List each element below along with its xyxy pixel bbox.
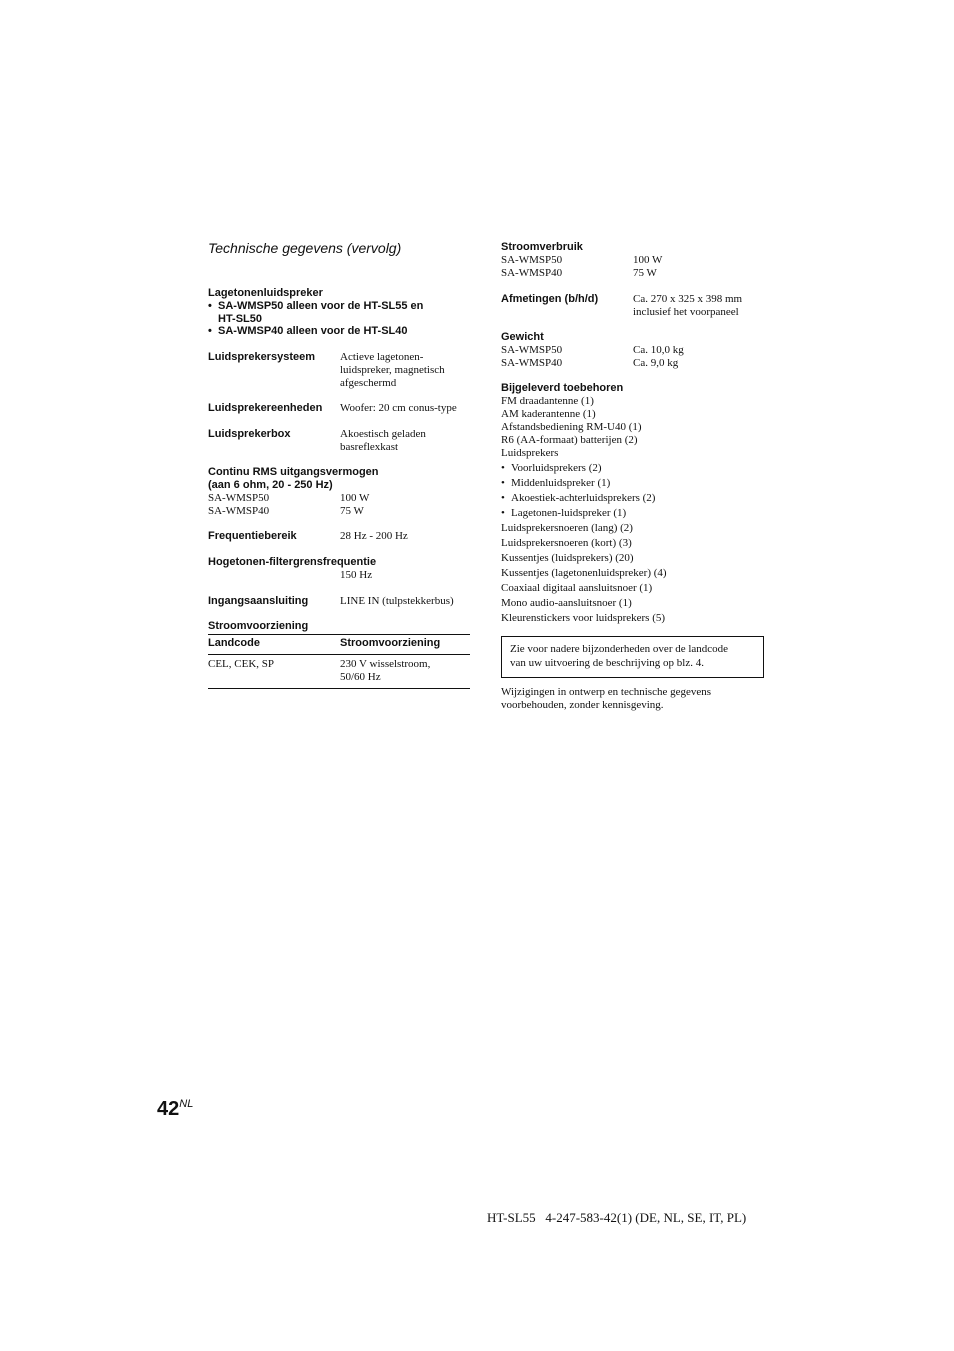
spec-label-power-supply: Stroomvoorziening — [208, 620, 309, 632]
spec-value: Woofer: 20 cm conus-type — [340, 402, 457, 414]
spec-label: Luidsprekersysteem — [208, 351, 315, 363]
table-header-cell: Stroomvoorziening — [340, 635, 470, 655]
spec-row-input — [208, 595, 470, 608]
list-item: Afstandsbediening RM-U40 (1) — [501, 421, 642, 433]
spec-label-weight: Gewicht — [501, 331, 544, 343]
spec-label: Frequentiebereik — [208, 530, 297, 542]
spec-label: Afmetingen (b/h/d) — [501, 293, 599, 305]
list-item: Kleurenstickers voor luidsprekers (5) — [501, 612, 666, 624]
list-item: HT-SL50 — [218, 312, 263, 325]
table-header-cell: Landcode — [208, 635, 340, 655]
spec-value: Akoestisch geladen basreflexkast — [340, 428, 426, 453]
spec-value: Ca. 9,0 kg — [633, 357, 679, 369]
spec-value: 75 W — [633, 267, 657, 279]
list-item: • Lagetonen-luidspreker (1) — [501, 507, 627, 519]
spec-row-speaker-system — [208, 351, 470, 390]
subwoofer-heading: Lagetonenluidspreker — [208, 287, 323, 299]
table-cell: 230 V wisselstroom, 50/60 Hz — [340, 655, 470, 689]
disclaimer: Wijzigingen in ontwerp en technische gegevens voorbehouden, zonder kennisgeving. — [501, 686, 712, 711]
spec-value: 28 Hz - 200 Hz — [340, 530, 408, 542]
note-line: Zie voor nadere bijzonderheden over de landcode — [510, 643, 729, 655]
spec-value: 100 W — [340, 492, 370, 504]
spec-label-consumption: Stroomverbruik — [501, 241, 583, 253]
table-cell: CEL, CEK, SP — [208, 655, 340, 689]
spec-row-enclosure — [208, 428, 470, 454]
list-item: • Voorluidsprekers (2) — [501, 462, 602, 474]
page-lang: NL — [179, 1098, 194, 1110]
spec-value-crossover: 150 Hz — [340, 569, 373, 581]
spec-value: Ca. 10,0 kg — [633, 344, 684, 356]
list-item: AM kaderantenne (1) — [501, 408, 596, 420]
spec-value: Ca. 270 x 325 x 398 mm inclusief het voorpaneel — [633, 293, 743, 318]
list-item: Mono audio-aansluitsnoer (1) — [501, 597, 632, 609]
spec-label-accessories: Bijgeleverd toebehoren — [501, 382, 624, 394]
model-label: SA-WMSP50 — [501, 254, 563, 266]
spec-label: Luidsprekerbox — [208, 428, 291, 440]
accessories-list — [501, 395, 766, 626]
model-bullet-list — [208, 300, 470, 338]
list-item: • Middenluidspreker (1) — [501, 477, 611, 489]
spec-label-crossover: Hogetonen-filtergrensfrequentie — [208, 556, 377, 568]
spec-label: Luidsprekereenheden — [208, 402, 323, 414]
section-title: Technische gegevens (vervolg) — [208, 240, 402, 256]
footer-model-code: HT-SL55 4-247-583-42(1) (DE, NL, SE, IT, PL) — [487, 1210, 747, 1225]
list-item: • SA-WMSP40 alleen voor de HT-SL40 — [208, 325, 408, 337]
spec-row-weight-50 — [501, 344, 766, 357]
spec-label: Ingangsaansluiting — [208, 595, 309, 607]
list-item: FM draadantenne (1) — [501, 395, 594, 407]
model-label: SA-WMSP40 — [208, 505, 270, 517]
model-label: SA-WMSP50 — [208, 492, 270, 504]
list-item: Luidsprekersnoeren (lang) (2) — [501, 522, 633, 534]
model-label: SA-WMSP40 — [501, 267, 563, 279]
list-item: Kussentjes (luidsprekers) (20) — [501, 552, 634, 564]
spec-row-dimensions — [501, 293, 766, 319]
page-number: $42^{NL}$ — [157, 1098, 194, 1120]
spec-row-frequency — [208, 530, 470, 543]
spec-label-rms: Continu RMS uitgangsvermogen (aan 6 ohm, 20 - 250 Hz) — [208, 466, 379, 491]
spec-row-consumption-50 — [501, 254, 766, 267]
list-item: • SA-WMSP50 alleen voor de HT-SL55 en — [208, 300, 424, 312]
list-item: Luidsprekers — [501, 447, 559, 459]
table-row — [208, 655, 470, 689]
list-item: Kussentjes (lagetonenluidspreker) (4) — [501, 567, 667, 579]
list-item: R6 (AA-formaat) batterijen (2) — [501, 434, 638, 446]
spec-value: 100 W — [633, 254, 663, 266]
list-item: Coaxiaal digitaal aansluitsnoer (1) — [501, 582, 653, 594]
spec-row-speaker-units — [208, 402, 470, 415]
spec-row-weight-40 — [501, 357, 766, 370]
spec-value: Actieve lagetonen- luidspreker, magnetisch afgeschermd — [340, 351, 445, 389]
power-supply-table — [208, 634, 470, 689]
model-label: SA-WMSP50 — [501, 344, 563, 356]
list-item: • Akoestiek-achterluidsprekers (2) — [501, 492, 656, 504]
note-line: van uw uitvoering de beschrijving op blz. 4. — [510, 657, 704, 669]
spec-row-consumption-40 — [501, 267, 766, 280]
spec-value: LINE IN (tulpstekkerbus) — [340, 595, 454, 607]
spec-row-rms-40 — [208, 505, 470, 518]
list-item: Luidsprekersnoeren (kort) (3) — [501, 537, 632, 549]
table-header-row — [208, 635, 470, 655]
spec-row-rms-50 — [208, 492, 470, 505]
model-label: SA-WMSP40 — [501, 357, 563, 369]
note-box — [501, 636, 764, 678]
spec-value: 75 W — [340, 505, 364, 517]
